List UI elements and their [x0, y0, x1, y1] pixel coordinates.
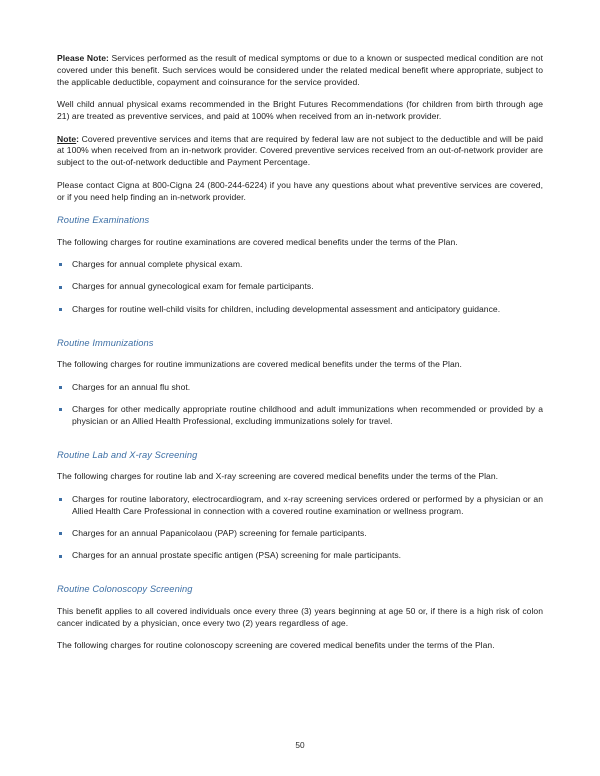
note-label-colon: :	[76, 133, 80, 144]
intro2-routine-colonoscopy-screening: The following charges for routine colonoscopy screening are covered medical benefits under the terms of the Plan.	[57, 640, 495, 651]
list-item	[57, 404, 543, 428]
bullet-icon	[59, 532, 62, 535]
list-item	[57, 550, 543, 562]
heading-routine-examinations: Routine Examinations	[57, 215, 150, 226]
heading-routine-immunizations: Routine Immunizations	[57, 337, 154, 348]
spacer	[57, 326, 543, 337]
note-text: Covered preventive services and items that are required by federal law are not subject to the deductible and will be paid at 100% when received from an in-network provider. Covered preventive services received from an out-of-network provider are subject to the out-of-network deductible and Payment Percentage.	[57, 133, 543, 168]
list-item	[57, 382, 543, 394]
page-number: 50	[295, 740, 305, 750]
bullet-list-routine-lab-xray-screening	[57, 494, 543, 563]
intro-routine-colonoscopy-screening: This benefit applies to all covered individuals once every three (3) years beginning at age 50 or, if there is a high risk of colon cancer indicated by a physician, once every two (2) years regardless of age.	[57, 605, 543, 628]
note-paragraph	[57, 134, 543, 170]
list-item-text: Charges for annual gynecological exam for female participants.	[72, 281, 314, 292]
page-content	[57, 53, 543, 663]
contact-paragraph: Please contact Cigna at 800-Cigna 24 (800-244-6224) if you have any questions about what preventive services are covered, or if you need help finding an in-network provider.	[57, 179, 543, 202]
bullet-icon	[59, 386, 62, 389]
intro-routine-immunizations: The following charges for routine immunizations are covered medical benefits under the terms of the Plan.	[57, 359, 462, 370]
bullet-list-routine-immunizations	[57, 382, 543, 428]
list-item-text: Charges for annual complete physical exam.	[72, 258, 243, 269]
list-item-text: Charges for an annual flu shot.	[72, 381, 191, 392]
list-item	[57, 259, 543, 271]
bullet-icon	[59, 308, 62, 311]
list-item	[57, 304, 543, 316]
heading-routine-colonoscopy-screening: Routine Colonoscopy Screening	[57, 584, 193, 595]
spacer	[57, 438, 543, 449]
please-note-label: Please Note:	[57, 53, 109, 63]
list-item	[57, 528, 543, 540]
bullet-icon	[59, 498, 62, 501]
list-item-text: Charges for an annual prostate specific antigen (PSA) screening for male participants.	[72, 550, 402, 561]
intro-routine-examinations: The following charges for routine examinations are covered medical benefits under the terms of the Plan.	[57, 236, 458, 247]
bullet-icon	[59, 263, 62, 266]
list-item-text: Charges for routine laboratory, electrocardiogram, and x-ray screening services ordered or performed by a physician or an Allied Health Care Professional in connection with a covered routine examination or wellness program.	[72, 493, 543, 516]
list-item	[57, 494, 543, 518]
bullet-icon	[59, 555, 62, 558]
bullet-list-routine-examinations	[57, 259, 543, 316]
please-note-paragraph	[57, 53, 543, 89]
list-item	[57, 281, 543, 293]
intro-routine-lab-xray-screening: The following charges for routine lab and X-ray screening are covered medical benefits under the terms of the Plan.	[57, 471, 499, 482]
spacer	[57, 573, 543, 584]
bullet-icon	[59, 408, 62, 411]
list-item-text: Charges for routine well-child visits for children, including developmental assessment and anticipatory guidance.	[72, 303, 501, 314]
list-item-text: Charges for an annual Papanicolaou (PAP) screening for female participants.	[72, 528, 367, 539]
bullet-icon	[59, 286, 62, 289]
please-note-text: Services performed as the result of medical symptoms or due to a known or suspected medical condition are not covered under this benefit. Such services would be considered under the related medical benefit where appropriate, subject to the applicable deductible, copayment and coinsurance for the service provided.	[57, 53, 543, 87]
list-item-text: Charges for other medically appropriate routine childhood and adult immunizations when recommended or provided by a physician or an Allied Health Professional, excluding immunizations solely for travel.	[72, 404, 543, 426]
note-label: Note	[57, 133, 77, 144]
well-child-paragraph: Well child annual physical exams recommended in the Bright Futures Recommendations (for children from birth through age 21) are treated as preventive services, and paid at 100% when received from an in-network provider.	[57, 99, 543, 122]
heading-routine-lab-xray-screening: Routine Lab and X-ray Screening	[57, 449, 198, 460]
